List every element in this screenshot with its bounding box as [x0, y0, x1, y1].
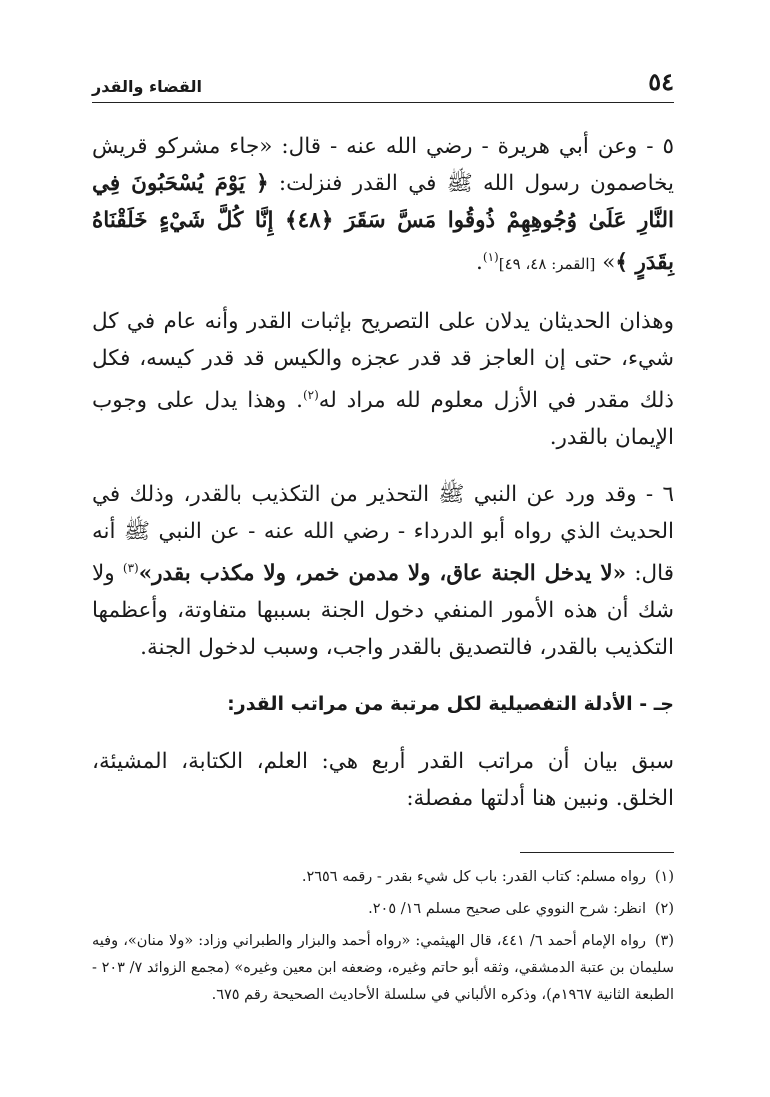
- footnote-ref-1[interactable]: (١): [482, 250, 499, 264]
- paragraph-ranks: سبق بيان أن مراتب القدر أربع هي: العلم، الكتابة، المشيئة، الخلق. ونبين هنا أدلتها مفصلة:: [92, 749, 674, 812]
- page-header: [92, 66, 674, 103]
- paragraph-5: ٥ - وعن أبي هريرة - رضي الله عنه - قال: «جاء مشركو قريش يخاصمون رسول الله ﷺ في القدر فنزلت: ﴿ يَوْمَ يُسْحَبُونَ فِي النَّارِ عَلَىٰ وُجُوهِهِمْ ذُوقُوا مَسَّ سَقَرَ ﴿٤٨﴾ إِنَّا كُلَّ شَيْءٍ خَلَقْنَاهُ بِقَدَرٍ ﴾» [القمر: ٤٨، ٤٩]$^{(١)}$.: [92, 134, 674, 276]
- footnote-3: (٣)رواه الإمام أحمد ٦/ ٤٤١، قال الهيثمي: «رواه أحمد والبزار والطبراني وزاد: «ولا منان»، وفيه سليمان بن عتبة الدمشقي، وثقه أبو حاتم وغيره، وضعفه ابن معين وغيره» (مجمع الزوائد ٧/ ٢٠٣ - الطبعة الثانية ١٩٦٧م)، وذكره الألباني في سلسلة الأحاديث الصحيحة رقم ٦٧٥.: [92, 933, 675, 1003]
- footnotes: [92, 864, 674, 1014]
- footnote-2: (٢)انظر: شرح النووي على صحيح مسلم ١٦/ ٢٠٥.: [368, 901, 674, 917]
- footnote-ref-3[interactable]: (٣): [122, 561, 139, 576]
- footnote-ref-2[interactable]: (٢): [302, 388, 319, 403]
- footnote-1: (١)رواه مسلم: كتاب القدر: باب كل شيء بقدر - رقمه ٢٦٥٦.: [301, 869, 674, 885]
- verse-citation: [القمر: ٤٨، ٤٩]: [498, 255, 596, 274]
- page-number: ٥٤: [648, 67, 674, 96]
- running-title: القضاء والقدر: [92, 77, 202, 96]
- section-subheading: جـ - الأدلة التفصيلية لكل مرتبة من مراتب القدر:: [227, 693, 674, 716]
- paragraph-commentary: وهذان الحديثان يدلان على التصريح بإثبات القدر وأنه عام في كل شيء، حتى إن العاجز قد قدر عجزه والكيس قد قدر كيسه، فكل ذلك مقدر في الأزل معلوم لله مراد له$^{(٢)}$. وهذا يدل على وجوب الإيمان بالقدر.: [92, 309, 674, 451]
- footnote-divider: [520, 852, 674, 853]
- paragraph-6: ٦ - وقد ورد عن النبي ﷺ التحذير من التكذيب بالقدر، وذلك في الحديث الذي رواه أبو الدرداء - رضي الله عنه - عن النبي ﷺ أنه قال: «لا يدخل الجنة عاق، ولا مدمن خمر، ولا مكذب بقدر»$^{(٣)}$ ولا شك أن هذه الأمور المنفي دخول الجنة بسببها متفاوتة، وأعظمها التكذيب بالقدر، فالتصديق بالقدر واجب، وسبب لدخول الجنة.: [92, 482, 675, 661]
- hadith-quote: «لا يدخل الجنة عاق، ولا مدمن خمر، ولا مكذب بقدر»: [138, 561, 627, 587]
- main-text: [92, 128, 674, 837]
- quran-verse: ﴿ يَوْمَ يُسْحَبُونَ فِي النَّارِ عَلَىٰ وُجُوهِهِمْ ذُوقُوا مَسَّ سَقَرَ ﴿٤٨﴾ إِنَّا كُلَّ شَيْءٍ خَلَقْنَاهُ بِقَدَرٍ ﴾: [92, 171, 674, 276]
